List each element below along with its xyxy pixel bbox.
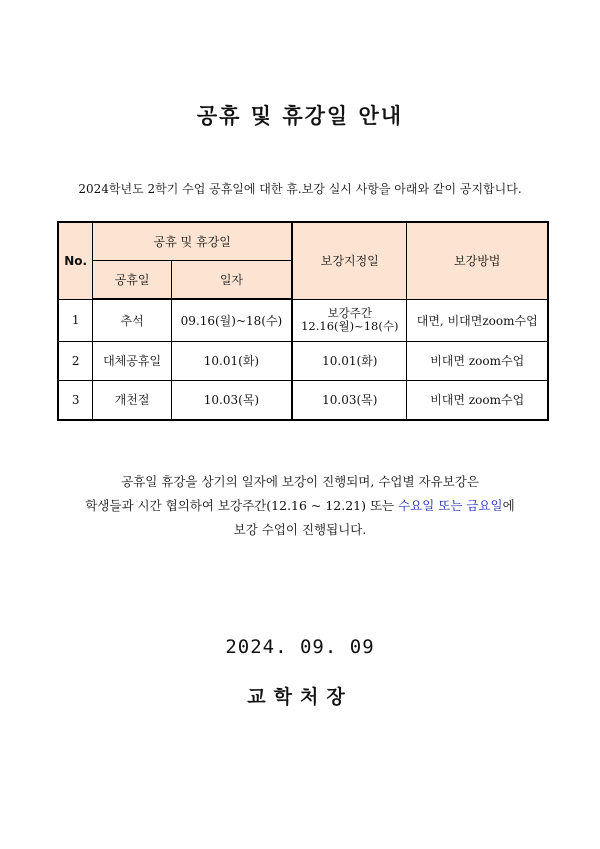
paragraph-line-3: 보강 수업이 진행됩니다. (233, 522, 367, 537)
cell-holiday: 추석 (93, 299, 171, 341)
intro-text: 2024학년도 2학기 수업 공휴일에 대한 휴.보강 실시 사항을 아래와 같이 공지합니다. (78, 182, 522, 196)
cell-makeup-day: 10.01(화) (292, 341, 407, 380)
paragraph-line-2-a: 학생들과 시간 협의하여 보강주간(12.16 ~ 12.21) 또는 (85, 498, 399, 513)
signer: 교학처장 (247, 686, 353, 708)
makeup-line-2: 12.16(월)~18(수) (301, 319, 399, 333)
table-row (58, 380, 548, 420)
cell-makeup-day (292, 299, 407, 341)
header-makeup-method: 보강방법 (407, 222, 548, 299)
cell-no: 1 (58, 299, 93, 341)
cell-date: 10.01(화) (171, 341, 292, 380)
header-makeup-day: 보강지정일 (292, 222, 407, 299)
cell-holiday: 개천절 (93, 380, 171, 420)
paragraph-line-2 (0, 494, 600, 518)
header-holiday-group: 공휴 및 휴강일 (93, 222, 292, 260)
table-row (58, 299, 548, 341)
paragraph-line-1: 공휴일 휴강을 상기의 일자에 보강이 진행되며, 수업별 자유보강은 (121, 474, 479, 489)
cell-date: 09.16(월)~18(수) (171, 299, 292, 341)
cell-method: 대면, 비대면zoom수업 (407, 299, 548, 341)
header-holiday: 공휴일 (93, 260, 171, 299)
header-date: 일자 (171, 260, 292, 299)
issue-date: 2024. 09. 09 (225, 636, 375, 658)
cell-method: 비대면 zoom수업 (407, 341, 548, 380)
cell-makeup-day: 10.03(목) (292, 380, 407, 420)
paragraph-line-2-b: 에 (502, 498, 515, 513)
header-no: No. (58, 222, 93, 299)
holiday-table (57, 221, 549, 421)
cell-no: 3 (58, 380, 93, 420)
makeup-line-1: 보강주간 (327, 306, 372, 320)
cell-holiday: 대체공휴일 (93, 341, 171, 380)
cell-no: 2 (58, 341, 93, 380)
cell-method: 비대면 zoom수업 (407, 380, 548, 420)
cell-date: 10.03(목) (171, 380, 292, 420)
highlight-days: 수요일 또는 금요일 (398, 498, 503, 513)
page-title: 공휴 및 휴강일 안내 (196, 103, 404, 128)
table-row (58, 341, 548, 380)
notice-paragraph (0, 470, 600, 542)
